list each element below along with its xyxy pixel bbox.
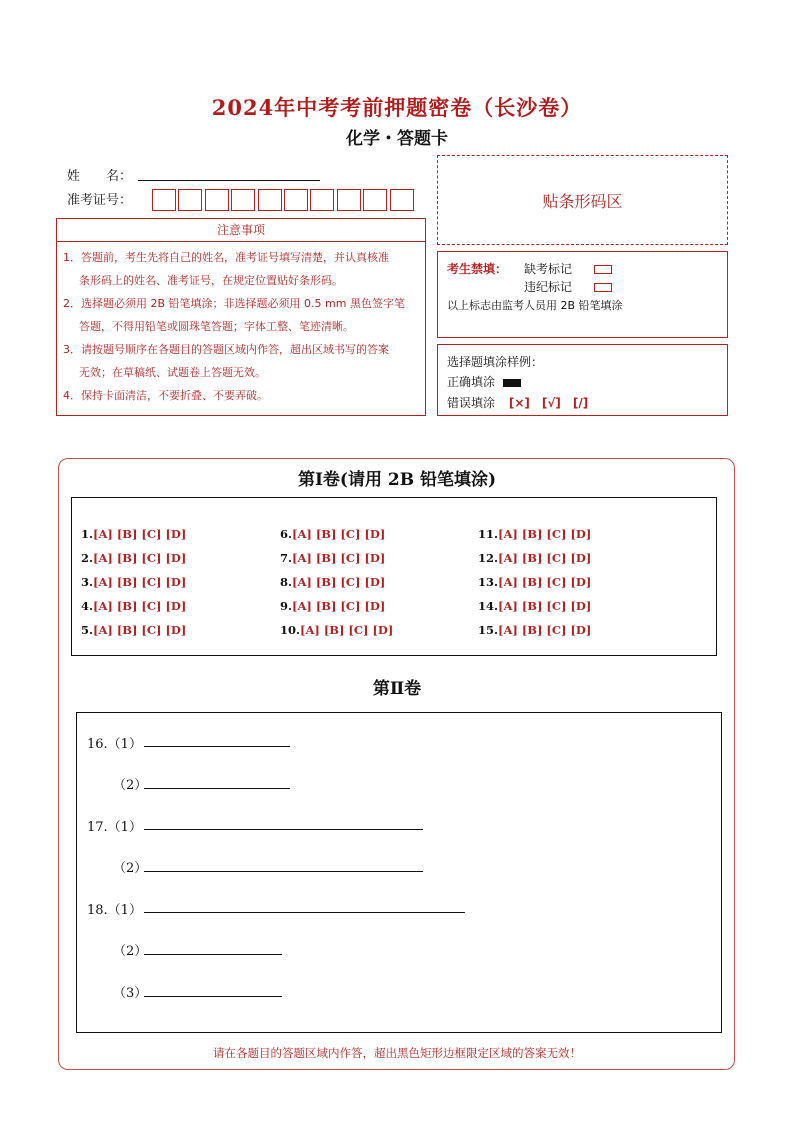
mc-question-number: 11.	[478, 527, 499, 541]
footer-warning: 请在各题目的答题区域内作答，超出黑色矩形边框限定区域的答案无效！	[213, 1046, 581, 1060]
id-digit-box[interactable]	[363, 189, 387, 211]
mc-question-number: 12.	[478, 551, 499, 565]
mc-options[interactable]: [A] [B] [C] [D]	[498, 623, 592, 637]
notice-item-3-line-1: 3．请按题号顺序在各题目的答题区域内作答，超出区域书写的答案	[63, 343, 389, 356]
mc-question[interactable]	[280, 551, 385, 565]
mc-question-number: 14.	[478, 599, 499, 613]
mc-question-number: 10.	[280, 623, 301, 637]
notice-item-1-line-2: 条形码上的姓名、准考证号，在规定位置贴好条形码。	[79, 274, 343, 287]
notice-item-2-line-1: 2．选择题必须用 2B 铅笔填涂；非选择题必须用 0.5 mm 黑色签字笔	[63, 297, 405, 310]
mc-question-number: 2.	[81, 551, 94, 565]
mc-question-number: 5.	[81, 623, 94, 637]
mc-options[interactable]: [A] [B] [C] [D]	[292, 527, 386, 541]
mc-question[interactable]	[478, 599, 591, 613]
forbidden-note: 以上标志由监考人员用 2B 铅笔填涂	[447, 299, 623, 312]
page-title: 2024年中考考前押题密卷（长沙卷）	[211, 95, 583, 120]
q18-part1-label: 18.（1）	[87, 903, 142, 918]
q17-part1-line[interactable]	[144, 829, 423, 830]
mc-options[interactable]: [A] [B] [C] [D]	[93, 551, 187, 565]
open-answer-box	[76, 712, 722, 1033]
mc-question[interactable]	[81, 623, 186, 637]
sample-wrong-row	[447, 394, 588, 411]
mc-question[interactable]	[280, 527, 385, 541]
multiple-choice-box	[71, 497, 717, 656]
mc-question-number: 9.	[280, 599, 293, 613]
mc-question-number: 7.	[280, 551, 293, 565]
q16-part1-line[interactable]	[144, 746, 290, 747]
id-digit-box[interactable]	[390, 189, 414, 211]
q17-part2-line[interactable]	[144, 871, 423, 872]
id-digit-box[interactable]	[152, 189, 176, 211]
section-1-title: 第Ⅰ卷(请用 2B 铅笔填涂)	[297, 470, 497, 490]
id-digit-box[interactable]	[310, 189, 334, 211]
mc-question[interactable]	[81, 599, 186, 613]
sample-box	[437, 344, 728, 416]
mc-options[interactable]: [A] [B] [C] [D]	[93, 623, 187, 637]
absent-mark-row	[524, 260, 612, 277]
notice-heading: 注意事项	[56, 218, 426, 242]
notice-body	[56, 242, 426, 416]
sample-correct-label: 正确填涂	[447, 375, 496, 389]
mc-question[interactable]	[280, 599, 385, 613]
filled-mark-icon	[503, 379, 521, 387]
id-digit-box[interactable]	[284, 189, 308, 211]
mc-question[interactable]	[478, 551, 591, 565]
notice-item-2-line-2: 答题，不得用铅笔或圆珠笔答题；字体工整、笔迹清晰。	[79, 320, 354, 333]
id-digit-box[interactable]	[258, 189, 282, 211]
notice-item-4: 4．保持卡面清洁，不要折叠、不要弄破。	[63, 389, 268, 402]
mc-options[interactable]: [A] [B] [C] [D]	[93, 527, 187, 541]
q18-part3-line[interactable]	[144, 996, 282, 997]
notice-item-1-line-1: 1．答题前，考生先将自己的姓名，准考证号填写清楚，并认真核准	[63, 251, 389, 264]
mc-question[interactable]	[81, 527, 186, 541]
q18-part2-line[interactable]	[144, 954, 282, 955]
sample-wrong-marks: [×] [√] [/]	[508, 396, 589, 410]
mc-question-number: 13.	[478, 575, 499, 589]
mc-question-number: 4.	[81, 599, 94, 613]
mc-options[interactable]: [A] [B] [C] [D]	[498, 599, 592, 613]
violation-mark-label: 违纪标记	[524, 280, 573, 294]
mc-question[interactable]	[478, 575, 591, 589]
barcode-area: 贴条形码区	[437, 155, 728, 245]
mc-question-number: 1.	[81, 527, 94, 541]
absent-mark-label: 缺考标记	[524, 262, 573, 276]
mc-question[interactable]	[280, 575, 385, 589]
id-digit-box[interactable]	[205, 189, 229, 211]
forbidden-label: 考生禁填：	[447, 262, 508, 276]
id-digit-box[interactable]	[178, 189, 202, 211]
mc-options[interactable]: [A] [B] [C] [D]	[498, 527, 592, 541]
violation-mark-row	[524, 278, 612, 295]
q18-part1-line[interactable]	[144, 912, 465, 913]
q17-part2-label: （2）	[113, 861, 148, 876]
forbidden-box	[437, 251, 728, 338]
mc-question-number: 6.	[280, 527, 293, 541]
mc-options[interactable]: [A] [B] [C] [D]	[93, 575, 187, 589]
mc-question-number: 3.	[81, 575, 94, 589]
q16-part1-label: 16.（1）	[87, 737, 142, 752]
mc-options[interactable]: [A] [B] [C] [D]	[93, 599, 187, 613]
mc-question[interactable]	[478, 623, 591, 637]
name-label: 姓 名：	[67, 169, 133, 184]
id-digit-box[interactable]	[231, 189, 255, 211]
mc-question[interactable]	[81, 575, 186, 589]
q16-part2-label: （2）	[113, 778, 148, 793]
mc-question-number: 8.	[280, 575, 293, 589]
mc-options[interactable]: [A] [B] [C] [D]	[292, 551, 386, 565]
mc-question[interactable]	[280, 623, 393, 637]
sample-wrong-label: 错误填涂	[447, 396, 496, 410]
q18-part2-label: （2）	[113, 944, 148, 959]
mc-options[interactable]: [A] [B] [C] [D]	[292, 575, 386, 589]
q17-part1-label: 17.（1）	[87, 820, 142, 835]
sample-correct-row	[447, 373, 521, 390]
q16-part2-line[interactable]	[144, 788, 290, 789]
page-subtitle: 化学・答题卡	[346, 129, 448, 149]
q18-part3-label: （3）	[113, 986, 148, 1001]
mc-question-number: 15.	[478, 623, 499, 637]
mc-options[interactable]: [A] [B] [C] [D]	[292, 599, 386, 613]
mc-question[interactable]	[478, 527, 591, 541]
mc-options[interactable]: [A] [B] [C] [D]	[498, 551, 592, 565]
mc-options[interactable]: [A] [B] [C] [D]	[300, 623, 394, 637]
id-label: 准考证号：	[67, 193, 133, 208]
id-digit-box[interactable]	[337, 189, 361, 211]
notice-item-3-line-2: 无效；在草稿纸、试题卷上答题无效。	[79, 366, 266, 379]
violation-mark-box[interactable]	[594, 283, 612, 292]
mc-question[interactable]	[81, 551, 186, 565]
mc-options[interactable]: [A] [B] [C] [D]	[498, 575, 592, 589]
section-2-title: 第Ⅱ卷	[372, 679, 422, 699]
name-field[interactable]	[138, 180, 320, 181]
absent-mark-box[interactable]	[594, 265, 612, 274]
sample-title: 选择题填涂样例：	[447, 355, 544, 369]
